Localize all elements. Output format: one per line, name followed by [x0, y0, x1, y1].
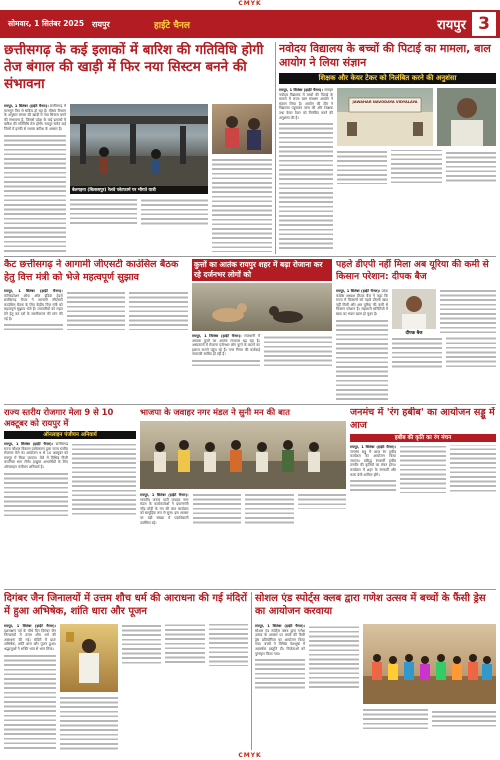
headline-social-club: सोशल एंड स्पोर्ट्स क्लब द्वारा गणेश उत्सव में बच्चों के फैंसी ड्रेस का आयोजन करवाया	[255, 593, 486, 617]
navodaya-school-photo	[337, 88, 433, 146]
page-masthead	[0, 10, 500, 38]
subhead-jobfair: ऑनलाइन पंजीयन अनिवार्य	[4, 431, 136, 439]
article-urea	[336, 259, 496, 402]
body-dogs: रायपुर, 1 सितंबर (हाईटे चैनल)। राजधानी में आवारा कुत्तों का आतंक लगातार बढ़ रहा है। अस्पतालों में रोजाना दर्जनभर लोग कुत्ते के काटने का इलाज कराने पहुंच रहे हैं। नगर निगम की कार्रवाई नाकाफी साबित हो रही है।	[192, 334, 332, 402]
body-jain: रायपुर, 1 सितंबर (हाईटे चैनल)। दशलक्षण पर्व के चौथे दिन दिगंबर जैन जिनालयों में उत्तम शौच धर्म की आराधना की गई। मंदिरों में प्रातः अभिषेक, शांति धारा और पूजन हुआ। श्रद्धालुओं ने भक्ति भाव से भाग लिया।	[4, 624, 56, 750]
column-rule-2	[251, 592, 252, 750]
body-jain-col2	[60, 696, 118, 750]
print-color-tag-bottom: CMYK	[238, 752, 262, 759]
headline-urea: पहले डीएपी नहीं मिला अब यूरिया की कमी से किसान परेशान: दीपक बैज	[336, 259, 489, 282]
body-navodaya-cols	[337, 150, 496, 252]
article-dogs	[192, 259, 332, 402]
article-rain	[4, 42, 272, 254]
article-social-club	[255, 592, 496, 750]
section-rule-3	[4, 589, 496, 590]
article-navodaya	[279, 42, 496, 254]
school-sign-text: JAWAHAR NAVODAYA VIDYALAYA	[352, 100, 418, 104]
article-rang-habib	[350, 407, 496, 587]
body-navodaya: रायपुर, 1 सितंबर (हाईटे चैनल)। जवाहर नवोदय विद्यालय में बच्चों की पिटाई के मामले में राज्य बाल संरक्षण आयोग ने संज्ञान लिया है। आयोग की टीम ने विद्यालय पहुंचकर जांच की और शिक्षक तथा केयर टेकर को निलंबित करने की अनुशंसा की है।	[279, 88, 333, 252]
body-urea-cols	[392, 337, 496, 402]
body-cait: रायपुर, 1 सितंबर (हाईटे चैनल)। कॉन्फेडरेशन ऑफ ऑल इंडिया ट्रेडर्स छत्तीसगढ़ चैप्टर ने आगामी जीएसटी काउंसिल बैठक के लिए केंद्रीय वित्त मंत्री को महत्वपूर्ण सुझाव भेजे हैं। व्यापारियों को राहत देने हेतु कर दरों के सरलीकरण की मांग की गई है।	[4, 289, 188, 402]
section-rule-2	[4, 404, 496, 405]
headline-rang-habib: जनमंच में 'रंग हबीब' का आयोजन सड्डू में आज	[350, 407, 495, 431]
headline-dogs: कुत्तों का आतंक रायपुर शहर में बढ़ा रोजाना कर रहे दर्जनभर लोगों को	[192, 259, 332, 281]
body-rain: रायपुर, 1 सितंबर (हाईटे चैनल)। छत्तीसगढ़ में मानसून फिर से सक्रिय हो रहा है। मौसम विभाग के अनुसार बंगाल की खाड़ी में नया सिस्टम बनने की संभावना है, जिससे प्रदेश के कई इलाकों में बारिश की गतिविधि तेज होगी। रायपुर समेत कई जिलों में हल्की से मध्यम बारिश के आसार हैं।	[4, 104, 66, 252]
section-title: रायपुर	[437, 18, 466, 33]
rain-platform-photo	[70, 104, 208, 194]
body-social-club-col2	[363, 708, 496, 750]
headline-rain: छत्तीसगढ़ के कई इलाकों में बारिश की गतिविधि होगी तेज बंगाल की खाड़ी में फिर नया सिस्टम बनने की संभावना	[4, 42, 264, 92]
subhead-rang-habib: हबीब की कृति का रंग मंचन	[350, 434, 496, 442]
body-urea: रायपुर, 1 सितंबर (हाईटे चैनल)। प्रदेश कांग्रेस अध्यक्ष दीपक बैज ने कहा कि राज्य में किसानों को पहले डीएपी खाद नहीं मिली और अब यूरिया की कमी से किसान परेशान हैं। सहकारी समितियों में खाद का भंडार खत्म हो चुका है।	[336, 289, 388, 402]
body-social-club: रायपुर, 1 सितंबर (हाईटे चैनल)। सोशल एंड स्पोर्ट्स क्लब द्वारा गणेश उत्सव के अवसर पर बच्चों की फैंसी ड्रेस प्रतियोगिता का आयोजन किया गया। बच्चों ने विभिन्न वेशभूषा में आकर्षक प्रस्तुति दी। विजेताओं को पुरस्कृत किया गया।	[255, 624, 359, 750]
print-color-tag: CMYK	[238, 0, 262, 7]
rain-people-photo	[212, 104, 272, 154]
column-rule	[275, 42, 276, 254]
article-mann-ki-baat	[140, 407, 346, 587]
stray-dogs-photo	[192, 283, 332, 331]
fancy-dress-group-photo	[363, 624, 496, 704]
headline-navodaya: नवोदय विद्यालय के बच्चों की पिटाई का मामला, बाल आयोग ने लिया संज्ञान	[279, 42, 491, 69]
caption-rain: बेलगहना (बिलासपुर) रेलवे प्लेटफार्म पर भीगते यात्री	[70, 186, 208, 194]
body-jobfair: रायपुर, 1 सितंबर (हाईटे चैनल)। छत्तीसगढ़ राज्य कौशल विकास प्राधिकरण द्वारा राज्य स्तरीय रोजगार मेले का आयोजन 9 से 10 अक्टूबर को रायपुर में किया जाएगा। मेले में विभिन्न निजी कंपनियां भाग लेंगी। इच्छुक अभ्यर्थियों के लिए ऑनलाइन पंजीयन अनिवार्य है।	[4, 442, 136, 587]
article-jobfair	[4, 407, 136, 587]
headline-jain: दिगंबर जैन जिनालयों में उत्तम शौच धर्म की आराधना की गई मंदिरों में हुआ अभिषेक, शांति धारा और पूजन	[4, 593, 247, 617]
body-jain-cols	[122, 624, 248, 750]
body-rang-habib: रायपुर, 1 सितंबर (हाईटे चैनल)। जनमंच सड्डू में आज रंग हबीब कार्यक्रम का आयोजन किया जाएगा। प्रसिद्ध रंगकर्मी हबीब तनवीर की कृतियों का मंचन होगा। कार्यक्रम में शहर के रंगकर्मी और कला प्रेमी शामिल होंगे।	[350, 445, 496, 587]
headline-jobfair: राज्य स्तरीय रोजगार मेला 9 से 10 अक्टूबर को रायपुर में	[4, 407, 114, 428]
body-urea-col3	[440, 289, 496, 335]
portrait-caption: दीपक बैज	[405, 331, 423, 336]
headline-mann-ki-baat: भाजपा के जवाहर नगर मंडल ने सुनी मन की बात	[140, 407, 290, 417]
body-mann-ki-baat: रायपुर, 1 सितंबर (हाईटे चैनल)। भारतीय जनता पार्टी जवाहर नगर मंडल के कार्यकर्ताओं ने प्रधानमंत्री नरेंद्र मोदी के मन की बात कार्यक्रम को सामूहिक रूप से सुना। इस अवसर पर बड़ी संख्या में पदाधिकारी उपस्थित रहे।	[140, 493, 346, 587]
edition-city: रायपुर	[92, 19, 110, 29]
newspaper-brand: हाईटे चैनल	[154, 20, 191, 31]
headline-cait: कैट छत्तीसगढ़ ने आगामी जीएसटी काउंसिल बैठक हेतु वित्त मंत्री को भेजे महत्वपूर्ण सुझाव	[4, 259, 179, 283]
deepak-baij-portrait	[392, 289, 436, 329]
section-rule	[4, 256, 496, 257]
jain-abhishek-photo	[60, 624, 118, 692]
issue-date: सोमवार, 1 सितंबर 2025	[8, 19, 85, 28]
body-rain-col2	[70, 198, 208, 252]
mann-ki-baat-photo	[140, 421, 346, 489]
navodaya-official-photo	[437, 88, 496, 146]
body-rain-col3	[212, 158, 272, 252]
article-cait	[4, 259, 188, 402]
page-number: 3	[472, 12, 496, 36]
article-jain	[4, 592, 248, 750]
subhead-navodaya: शिक्षक और केयर टेकर को निलंबित करने की अनुशंसा	[279, 73, 496, 84]
